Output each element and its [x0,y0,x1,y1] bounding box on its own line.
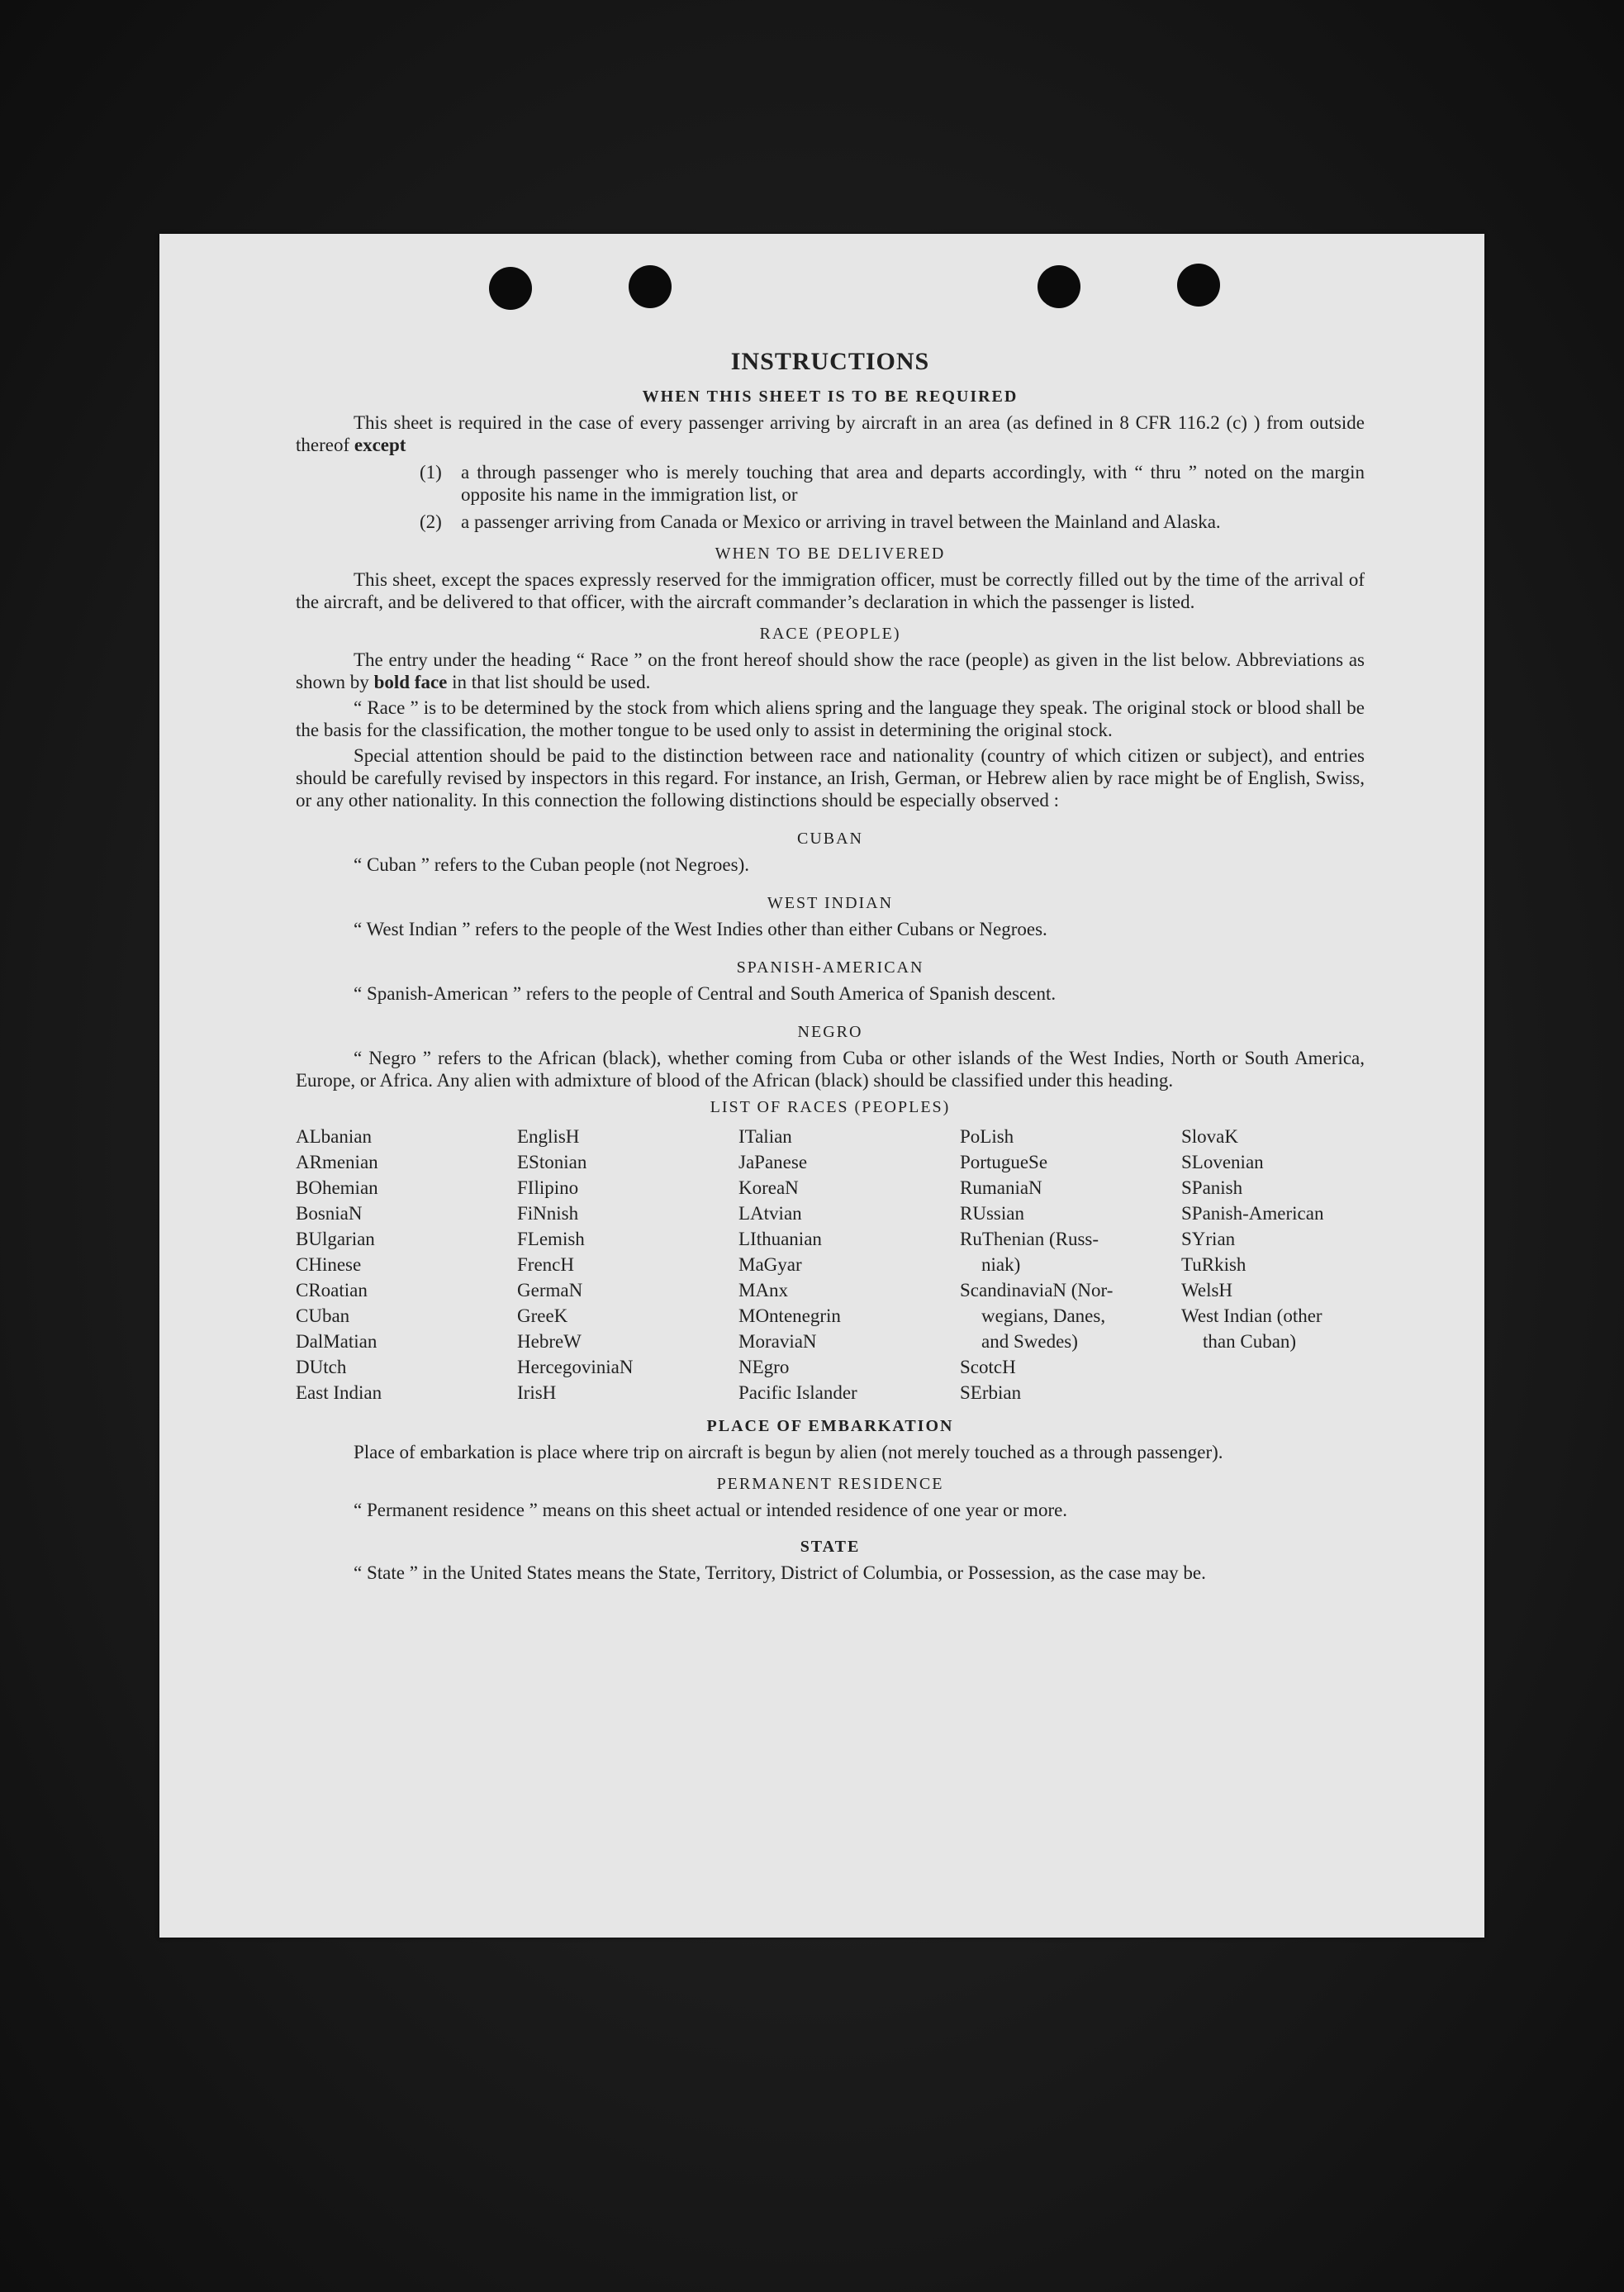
race-entry: SYrian [1181,1229,1236,1249]
race-entry: WelsH [1181,1280,1233,1301]
race-p3: Special attention should be paid to the distinction between race and nationality (country of which citizen or subject), and entries should be carefully revised by inspectors in this regard. For instance, an Irish, German, or Hebrew alien by race might be of English, Swiss, or any other nationality. In this connection the following distinctions should be especially observed : [296,745,1365,811]
race-entry: IrisH [517,1382,557,1403]
heading-residence: PERMANENT RESIDENCE [716,1475,944,1493]
race-p1 [296,649,1365,693]
required-item-1 [420,461,1365,506]
punch-hole [629,265,672,308]
race-entry: ARmenian [296,1152,378,1172]
item-text: a through passenger who is merely touching that area and departs accordingly, with “ thru ” noted on the margin opposite his name in the immigration list, or [461,462,1365,505]
state-text: “ State ” in the United States means the State, Territory, District of Columbia, or Possession, as the case may be. [354,1562,1206,1583]
heading-delivered: WHEN TO BE DELIVERED [715,544,946,563]
required-item-2 [420,511,1365,533]
required-intro-text: This sheet is required in the case of every passenger arriving by aircraft in an area (as defined in 8 CFR 116.2 (c) ) from outside thereof [296,412,1365,455]
race-entry: GreeK [517,1305,568,1326]
punch-hole [1038,265,1080,308]
race-entry: ScotcH [960,1357,1016,1377]
delivered-text: This sheet, except the spaces expressly reserved for the immigration officer, must be correctly filled out by the time of the arrival of the aircraft, and be delivered to that officer, with the aircraft commander’s declaration in which the passenger is listed. [296,569,1365,612]
race-entry: TuRkish [1181,1254,1246,1275]
punch-hole [489,267,532,310]
race-entry: LAtvian [738,1203,802,1224]
race-entry: SPanish-American [1181,1203,1324,1224]
race-entry-continued: and Swedes) [981,1331,1078,1352]
race-entry: SErbian [960,1382,1022,1403]
heading-race: RACE (PEOPLE) [759,625,901,643]
residence-text: “ Permanent residence ” means on this sheet actual or intended residence of one year or more. [354,1500,1068,1520]
race-entry: NEgro [738,1357,790,1377]
race-entry: RUssian [960,1203,1024,1224]
races-column-4 [960,1124,1181,1405]
race-entry: Pacific Islander [738,1382,857,1403]
races-column-3 [738,1124,960,1405]
race-entry: West Indian (other [1181,1305,1322,1326]
negro-text: “ Negro ” refers to the African (black), whether coming from Cuba or other islands of the West Indies, North or South America, Europe, or Africa. Any alien with admixture of blood of the African (black) should be classified under this heading. [296,1048,1365,1091]
race-entry: FiNnish [517,1203,579,1224]
race-entry-continued: wegians, Danes, [981,1305,1106,1326]
punch-hole [1177,264,1220,307]
race-bold-face: bold face [373,672,448,692]
race-entry: DUtch [296,1357,347,1377]
races-column-1 [296,1124,517,1405]
race-entry: CUban [296,1305,350,1326]
heading-cuban: CUBAN [796,830,863,848]
item-number: (2) [420,511,442,532]
required-except: except [354,435,406,455]
item-number: (1) [420,462,442,483]
race-p2: “ Race ” is to be determined by the stock from which aliens spring and the language they speak. The original stock or blood shall be the basis for the classification, the mother tongue to be used only to assist in determining the original stock. [296,697,1365,740]
heading-required: WHEN THIS SHEET IS TO BE REQUIRED [642,388,1019,406]
race-entry-continued: than Cuban) [1203,1331,1297,1352]
races-column-2 [517,1124,738,1405]
race-entry: ScandinaviaN (Nor- [960,1280,1114,1301]
page-title: INSTRUCTIONS [730,348,930,375]
race-entry: CHinese [296,1254,362,1275]
race-entry: MaGyar [738,1254,802,1275]
race-entry: SPanish [1181,1177,1243,1198]
races-list [296,1124,1365,1405]
heading-state: STATE [800,1538,861,1556]
race-entry: LIthuanian [738,1229,822,1249]
race-entry: SLovenian [1181,1152,1264,1172]
spanish-american-text: “ Spanish-American ” refers to the people of Central and South America of Spanish descent. [354,983,1057,1004]
race-entry: FLemish [517,1229,585,1249]
race-entry: FrencH [517,1254,574,1275]
embarkation-text: Place of embarkation is place where trip on aircraft is begun by alien (not merely touched as a through passenger). [354,1442,1223,1462]
race-entry: PortugueSe [960,1152,1048,1172]
west-indian-text: “ West Indian ” refers to the people of the West Indies other than either Cubans or Negroes. [354,919,1047,939]
race-entry: CRoatian [296,1280,368,1301]
race-entry: EnglisH [517,1126,580,1147]
race-entry: RuThenian (Russ- [960,1229,1099,1249]
instructions-body [296,348,1365,1587]
race-entry: DalMatian [296,1331,378,1352]
race-entry: PoLish [960,1126,1014,1147]
heading-list-of-races: LIST OF RACES (PEOPLES) [710,1098,951,1116]
heading-negro: NEGRO [797,1023,863,1041]
race-entry: JaPanese [738,1152,808,1172]
race-entry: MoraviaN [738,1331,817,1352]
race-entry-continued: niak) [981,1254,1021,1275]
race-p1-end: in that list should be used. [452,672,651,692]
race-entry: FIlipino [517,1177,579,1198]
item-text: a passenger arriving from Canada or Mexico or arriving in travel between the Mainland and Alaska. [461,511,1221,532]
race-p1-text: The entry under the heading “ Race ” on the front hereof should show the race (people) as given in the list below. Abbreviations as shown by [296,649,1365,692]
instruction-sheet [159,234,1484,1938]
required-intro [296,411,1365,456]
race-entry: GermaN [517,1280,583,1301]
heading-embarkation: PLACE OF EMBARKATION [706,1417,954,1435]
race-entry: SlovaK [1181,1126,1238,1147]
race-entry: MAnx [738,1280,789,1301]
race-entry: MOntenegrin [738,1305,841,1326]
race-entry: BUlgarian [296,1229,375,1249]
race-entry: East Indian [296,1382,382,1403]
heading-spanish-american: SPANISH-AMERICAN [736,958,924,977]
race-entry: KoreaN [738,1177,799,1198]
race-entry: RumaniaN [960,1177,1042,1198]
race-entry: ALbanian [296,1126,372,1147]
races-column-5 [1181,1124,1365,1405]
race-entry: ITalian [738,1126,792,1147]
race-entry: EStonian [517,1152,587,1172]
race-entry: BOhemian [296,1177,378,1198]
race-entry: HercegoviniaN [517,1357,634,1377]
cuban-text: “ Cuban ” refers to the Cuban people (not Negroes). [354,854,750,875]
race-entry: BosniaN [296,1203,363,1224]
heading-west-indian: WEST INDIAN [767,894,894,912]
race-entry: HebreW [517,1331,582,1352]
